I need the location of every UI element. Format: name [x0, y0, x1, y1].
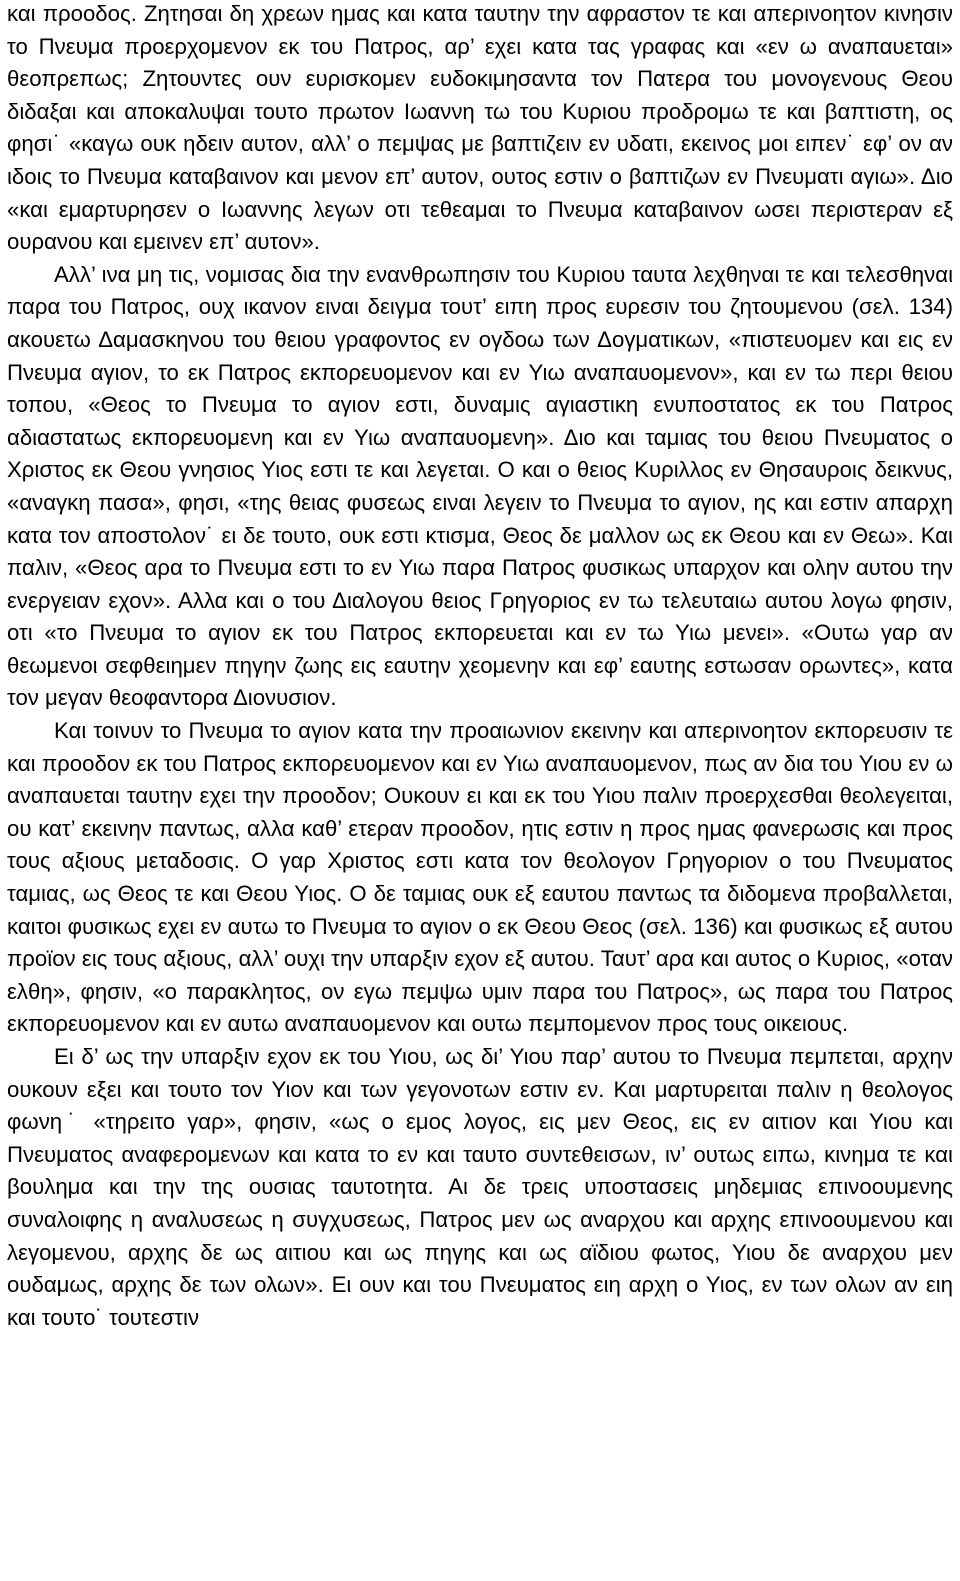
- document-page: [7, 0, 953, 1334]
- paragraph-1: και προοδος. Ζητησαι δη χρεων ημας και κατα ταυτην την αφραστον τε και απερινοητον κινησιν το Πνευμα προερχομενον εκ του Πατρος, αρ’ εχει κατα τας γραφας και «εν ω αναπαυεται» θεοπρεπως; Ζητουντες ουν ευρισκομεν ευδοκιμησαντα τον Πατερα του μονογενους Θεου διδαξαι και αποκαλυψαι τουτο πρωτον Ιωαννη τω του Κυριου προδρομω τε και βαπτιστη, ος φησι˙ «καγω ουκ ηδειν αυτον, αλλ’ ο πεμψας με βαπτιζειν εν υδατι, εκεινος μοι ειπεν˙ εφ’ ον αν ιδοις το Πνευμα καταβαινον και μενον επ’ αυτον, ουτος εστιν ο βαπτιζων εν Πνευματι αγιω». Διο «και εμαρτυρησεν ο Ιωαννης λεγων οτι τεθεαμαι το Πνευμα καταβαινον ωσει περιστεραν εξ ουρανου και εμεινεν επ’ αυτον».: [7, 1, 953, 255]
- paragraph-2: Αλλ’ ινα μη τις, νομισας δια την ενανθρωπησιν του Κυριου ταυτα λεχθηναι τε και τελεσθηναι παρα του Πατρος, ουχ ικανον ειναι δειγμα τουτ’ ειπη προς ευρεσιν του ζητουμενου (σελ. 134) ακουετω Δαμασκηνου του θειου γραφοντος εν ογδοω των Δογματικων, «πιστευομεν και εις εν Πνευμα αγιον, το εκ Πατρος εκπορευομενον και εν Υιω αναπαυομενον», και εν τω περι θειου τοπου, «Θεος το Πνευμα το αγιον εστι, δυναμις αγιαστικη ενυποστατος εκ του Πατρος αδιαστατως εκπορευομενη και εν Υιω αναπαυομενη». Διο και ταμιας του θειου Πνευματος ο Χριστος εκ Θεου γνησιος Υιος εστι τε και λεγεται. Ο και ο θειος Κυριλλος εν Θησαυροις δεικνυς, «αναγκη πασα», φησι, «της θειας φυσεως ειναι λεγειν το Πνευμα το αγιον, ης και εστιν απαρχη κατα τον αποστολον˙ ει δε τουτο, ουκ εστι κτισμα, Θεος δε μαλλον ως εκ Θεου και εν Θεω». Και παλιν, «Θεος αρα το Πνευμα εστι το εν Υιω παρα Πατρος φυσικως υπαρχον και ολην αυτου την ενεργειαν εχον». Αλλα και ο του Διαλογου θειος Γρηγοριος εν τω τελευταιω αυτου λογω φησιν, οτι «το Πνευμα το αγιον εκ του Πατρος εκπορευεται και εν τω Υιω μενει». «Ουτω γαρ αν θεωμενοι σεφθειημεν πηγην ζωης εις εαυτην χεομενην και εφ’ εαυτης εστωσαν ορωντες», κατα τον μεγαν θεοφαντορα Διονυσιον.: [7, 261, 953, 711]
- paragraph-3: Και τοινυν το Πνευμα το αγιον κατα την προαιωνιον εκεινην και απερινοητον εκπορευσιν τε και προοδον εκ του Πατρος εκπορευομενον και εν Υιω αναπαυομενον, πως αν δια του Υιου εν ω αναπαυεται ταυτην εχει την προοδον; Ουκουν ει και εκ του Υιου παλιν προερχεσθαι θεολεγειται, ου κατ’ εκεινην παντως, αλλα καθ’ ετεραν προοδον, ητις εστιν η προς ημας φανερωσις και προς τους αξιους μεταδοσις. Ο γαρ Χριστος εστι κατα τον θεολογον Γρηγοριον ο του Πνευματος ταμιας, ως Θεος τε και Θεου Υιος. Ο δε ταμιας ουκ εξ εαυτου παντως τα διδομενα προβαλλεται, καιτοι φυσικως εχει εν αυτω το Πνευμα το αγιον ο εκ Θεου Θεος (σελ. 136) και φυσικως εξ αυτου προϊον εις τους αξιους, αλλ’ ουχι την υπαρξιν εχον εξ αυτου. Ταυτ’ αρα και αυτος ο Κυριος, «οταν ελθη», φησιν, «ο παρακλητος, ον εγω πεμψω υμιν παρα του Πατρος», ως παρα του Πατρος εκπορευομενον και εν αυτω αναπαυομενον και ουτω πεμπομενον προς τους οικειους.: [7, 718, 953, 1037]
- paragraph-4: Ει δ’ ως την υπαρξιν εχον εκ του Υιου, ως δι’ Υιου παρ’ αυτου το Πνευμα πεμπεται, αρχην ουκουν εξει και τουτο τον Υιον και των γεγονοτων εστιν εν. Και μαρτυρειται παλιν η θεολογος φωνη˙ «τηρειτο γαρ», φησιν, «ως ο εμος λογος, εις μεν Θεος, εις εν αιτιον και Υιου και Πνευματος αναφερομενων και κατα το εν και ταυτο συντεθεισων, ιν’ ουτως ειπω, κινημα τε και βουλημα και την της ουσιας ταυτοτητα. Αι δε τρεις υποστασεις μηδεμιας επινοουμενης συναλοιφης η αναλυσεως η συγχυσεως, Πατρος μεν ως αναρχου και αρχης επινοουμενου και λεγομενου, αρχης δε ως αιτιου και ως πηγης και ως αϊδιου φωτος, Υιου δε αναρχου μεν ουδαμως, αρχης δε των ολων». Ει ουν και του Πνευματος ειη αρχη ο Υιος, εν των ολων αν ειη και τουτο˙ τουτεστιν: [7, 1044, 953, 1330]
